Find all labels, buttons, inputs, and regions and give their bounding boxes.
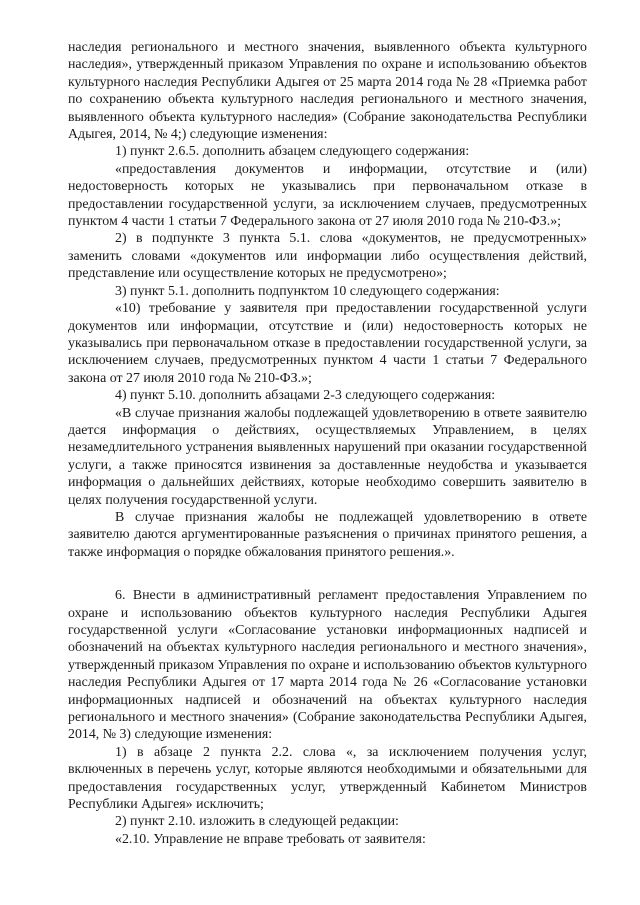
paragraph-quote-3: «В случае признания жалобы подлежащей удовлетворению в ответе заявителю дается информация о действиях, осуществляемых Управлением, в целях незамедлительного устранения выявленных нарушений при оказании государственной услуги, а также приносятся извинения за доставленные неудобства и указывается информация о дальнейших действиях, которые необходимо совершить заявителю в целях получения государственной услуги. (68, 405, 587, 508)
paragraph-item-3: 3) пункт 5.1. дополнить подпунктом 10 следующего содержания: (115, 283, 500, 299)
paragraph-quote-1: «предоставления документов и информации, отсутствие и (или) недостоверность которых не указывались при первоначальном отказе в предоставлении государственной услуги, за исключением случаев, предусмотренных пунктом 4 части 1 статьи 7 Федерального закона от 27 июля 2010 года № 210-ФЗ.»; (68, 161, 587, 230)
paragraph-quote-2: «10) требование у заявителя при предоставлении государственной услуги документов или информации, отсутствие и (или) недостоверность которых не указывались при первоначальном отказе в предоставлении государственной услуги, за исключением случаев, предусмотренных пунктом 4 части 1 статьи 7 Федерального закона от 27 июля 2010 года № 210-ФЗ.»; (68, 301, 587, 386)
paragraph-item-2: 2) в подпункте 3 пункта 5.1. слова «документов, не предусмотренных» заменить словами «документов или информации либо осуществления действий, представление или осуществление которых не предусмотрено»; (68, 231, 587, 282)
paragraph-section-6: 6. Внести в административный регламент предоставления Управлением по охране и использованию объектов культурного наследия Республики Адыгея государственной услуги «Согласование установки информационных надписей и обозначений на объектах культурного наследия регионального и местного значения», утвержденный приказом Управления по охране и использованию объектов культурного наследия Республики Адыгея от 17 марта 2014 года № 26 «Согласование установки информационных надписей и обозначений на объектах культурного наследия регионального и местного значения» (Собрание законодательства Республики Адыгея, 2014, № 3) следующие изменения: (68, 588, 587, 743)
paragraph-quote-4: В случае признания жалобы не подлежащей удовлетворению в ответе заявителю даются аргументированные разъяснения о причинах принятого решения, а также информация о порядке обжалования принятого решения.». (68, 509, 587, 560)
paragraph-item-1: 1) пункт 2.6.5. дополнить абзацем следующего содержания: (115, 144, 470, 160)
paragraph-quote-5: «2.10. Управление не вправе требовать от заявителя: (115, 831, 426, 847)
paragraph-continuation: наследия регионального и местного значения, выявленного объекта культурного наследия», утвержденный приказом Управления по охране и использованию объектов культурного наследия Республики Адыгея от 25 марта 2014 года № 28 «Приемка работ по сохранению объекта культурного наследия регионального и местного значения, выявленного объекта культурного наследия» (Собрание законодательства Республики Адыгея, 2014, № 4;) следующие изменения: (68, 40, 587, 143)
paragraph-item-4: 4) пункт 5.10. дополнить абзацами 2-3 следующего содержания: (115, 388, 496, 404)
document-body (68, 39, 587, 848)
paragraph-item-2b: 2) пункт 2.10. изложить в следующей редакции: (115, 814, 399, 830)
paragraph-item-1b: 1) в абзаце 2 пункта 2.2. слова «, за исключением получения услуг, включенных в перечень услуг, которые являются необходимыми и обязательными для предоставления государственных услуг, утвержденный Кабинетом Министров Республики Адыгея» исключить; (68, 744, 587, 813)
